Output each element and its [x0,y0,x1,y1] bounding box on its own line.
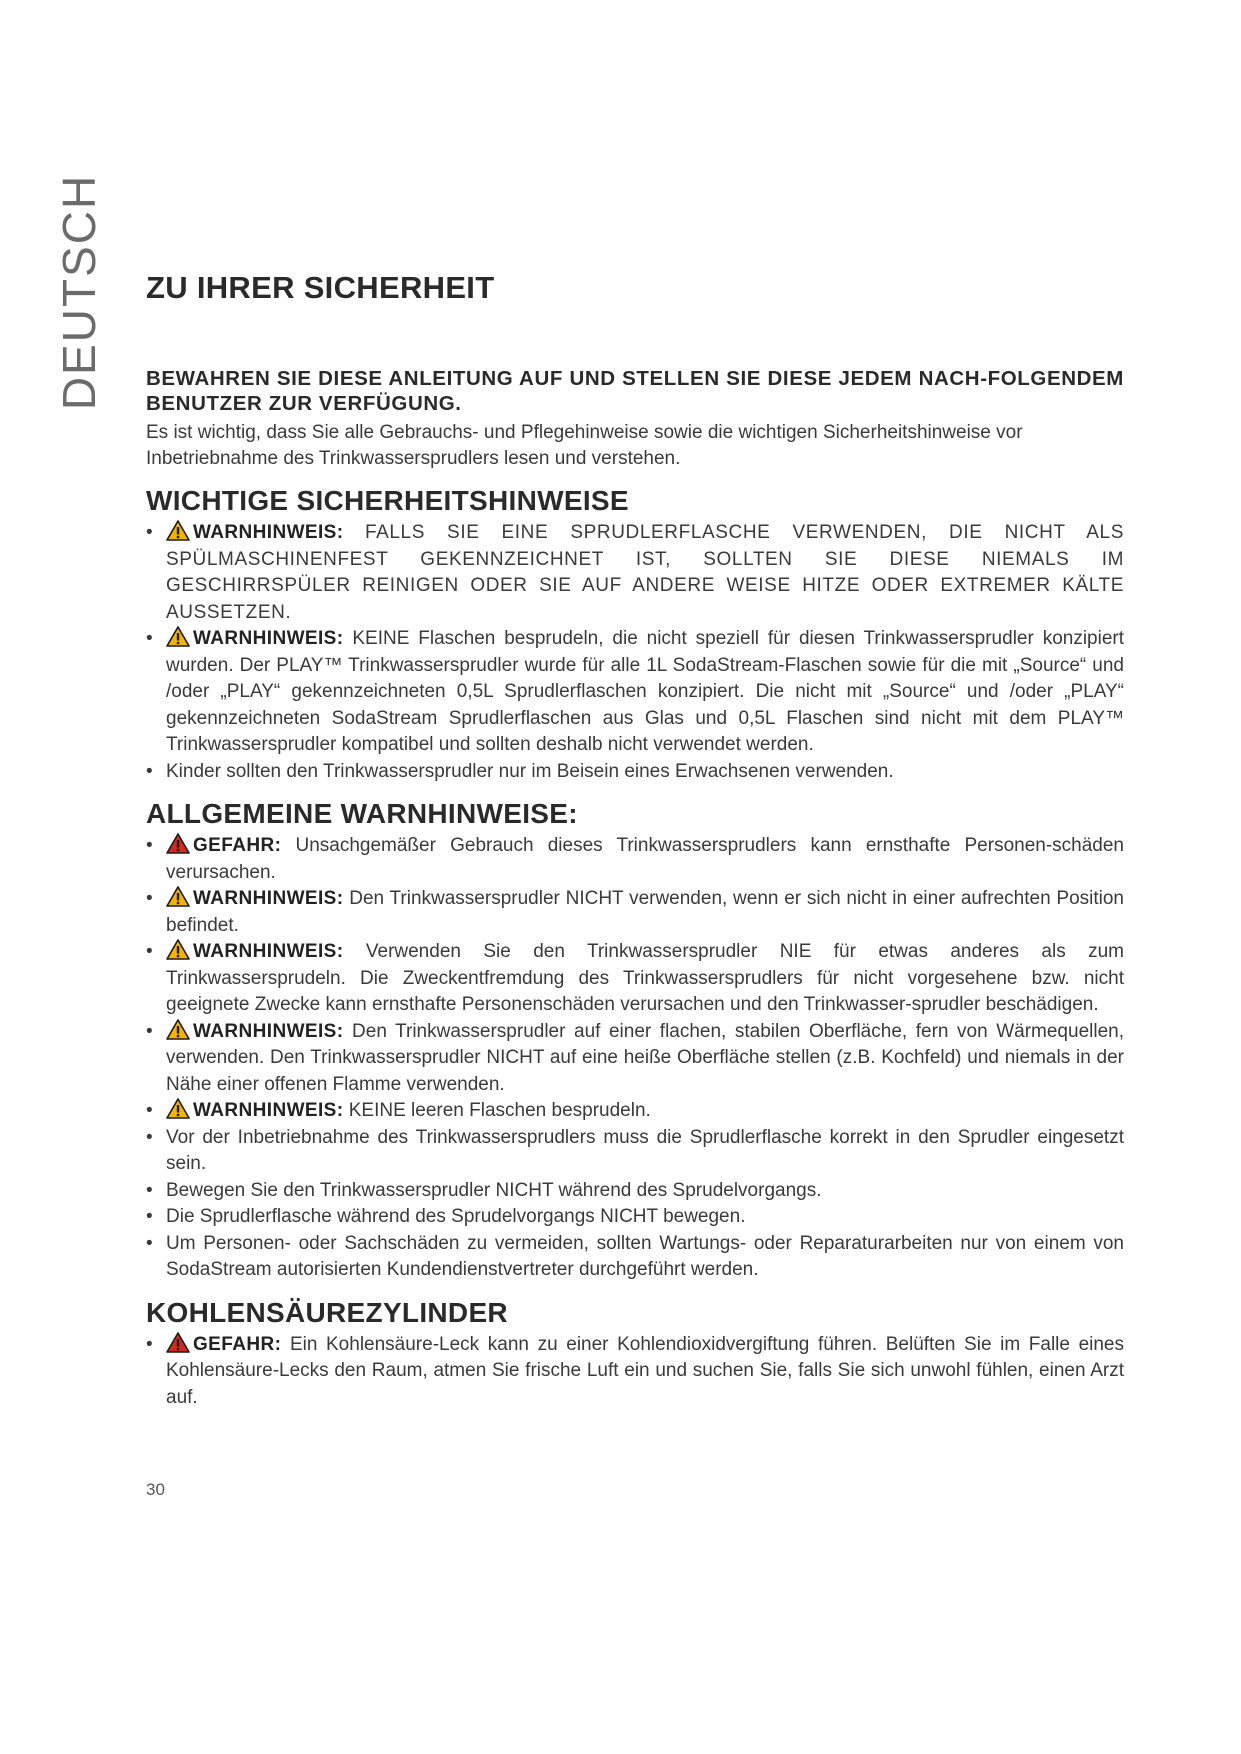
bullet-icon: • [146,1333,153,1355]
sections-container [146,484,1124,1411]
item-text: Den Trinkwassersprudler auf einer flachen, stabilen Oberfläche, fern von Wärmequellen, verwenden. Den Trinkwassersprudler NICHT auf eine heiße Oberfläche stellen (z.B. Kochfeld) und niemals in der Nähe einer offenen Flamme verwenden. [166,1020,1124,1095]
item-text: Die Sprudlerflasche während des Sprudelvorgangs NICHT bewegen. [166,1206,746,1227]
list-item [146,520,1124,626]
item-text: Bewegen Sie den Trinkwassersprudler NICHT während des Sprudelvorgangs. [166,1179,822,1201]
danger-icon [166,1332,190,1353]
warning-icon [166,1098,190,1119]
list-item [146,886,1124,939]
keep-instructions-notice: BEWAHREN SIE DIESE ANLEITUNG AUF UND STELLEN SIE DIESE JEDEM NACH-FOLGENDEM BENUTZER ZUR VERFÜGUNG. [146,367,1124,415]
list-item [146,939,1124,1019]
item-text: Vor der Inbetriebnahme des Trinkwassersprudlers muss die Sprudlerflasche korrekt in den Sprudler eingesetzt sein. [166,1126,1124,1174]
item-label: WARNHINWEIS: [193,888,344,909]
warning-icon [166,626,190,647]
page-title: ZU IHRER SICHERHEIT [146,270,495,305]
bullet-icon: • [146,1179,153,1201]
item-label: WARNHINWEIS: [193,941,344,962]
list-item [146,1125,1124,1178]
item-label: GEFAHR: [193,1333,282,1355]
list-item [146,1332,1124,1412]
section-heading: KOHLENSÄUREZYLINDER [146,1296,508,1328]
list-item [146,1204,1124,1231]
bullet-icon: • [146,835,153,856]
bullet-icon: • [146,522,153,543]
list-item [146,1178,1124,1205]
item-label: WARNHINWEIS: [193,628,344,649]
item-text: Ein Kohlensäure-Leck kann zu einer Kohlendioxidvergiftung führen. Belüften Sie im Falle eines Kohlensäure-Lecks den Raum, atmen Sie frische Luft ein und suchen Sie, falls Sie sich unwohl fühlen, einen Arzt auf. [166,1333,1125,1408]
page-number: 30 [146,1480,165,1499]
list-item [146,1098,1124,1125]
section-list [146,1332,1124,1412]
item-text: FALLS SIE EINE SPRUDLERFLASCHE VERWENDEN, DIE NICHT ALS SPÜLMASCHINENFEST GEKENNZEICHNET IST, SOLLTEN SIE DIESE NIEMALS IM GESCHIRRSPÜLER REINIGEN ODER SIE AUF ANDERE WEISE HITZE ODER EXTREMER KÄLTE AUSSETZEN. [166,522,1124,623]
warning-icon [166,1019,190,1040]
intro-paragraph: Es ist wichtig, dass Sie alle Gebrauchs- und Pflegehinweise sowie die wichtigen Sicherheitshinweise vor Inbetriebnahme des Trinkwassersprudlers lesen und verstehen. [146,422,1023,469]
item-text: Kinder sollten den Trinkwassersprudler nur im Beisein eines Erwachsenen verwenden. [166,760,894,782]
bullet-icon: • [146,1206,153,1227]
item-text: Unsachgemäßer Gebrauch dieses Trinkwassersprudlers kann ernsthafte Personen-schäden verursachen. [166,835,1124,883]
section-list [146,833,1124,1284]
bullet-icon: • [146,760,153,782]
bullet-icon: • [146,941,153,962]
section-list [146,520,1124,785]
bullet-icon: • [146,628,153,649]
section-heading: ALLGEMEINE WARNHINWEISE: [146,798,578,829]
warning-icon [166,939,190,960]
bullet-icon: • [146,1232,153,1254]
list-item [146,833,1124,886]
item-text: Den Trinkwassersprudler NICHT verwenden, wenn er sich nicht in einer aufrechten Position befindet. [166,888,1125,936]
item-label: GEFAHR: [193,835,282,856]
danger-icon [166,833,190,854]
item-text: Verwenden Sie den Trinkwassersprudler NIE für etwas anderes als zum Trinkwassersprudeln. Die Zweckentfremdung des Trinkwassersprudlers für nicht vorgesehene bzw. nicht geeignete Zwecke kann ernsthafte Personenschäden verursachen und den Trinkwasser-sprudler beschädigen. [166,941,1124,1015]
warning-icon [166,886,190,907]
bullet-icon: • [146,1126,153,1148]
bullet-icon: • [146,1020,153,1042]
item-text: Um Personen- oder Sachschäden zu vermeiden, sollten Wartungs- oder Reparaturarbeiten nur von einem von SodaStream autorisierten Kundendienstvertreter durchgeführt werden. [166,1232,1124,1280]
bullet-icon: • [146,888,153,909]
section-heading: WICHTIGE SICHERHEITSHINWEISE [146,485,629,516]
list-item [146,626,1124,759]
language-side-label: DEUTSCH [53,173,105,411]
item-text: KEINE leeren Flaschen besprudeln. [348,1100,651,1121]
item-text: KEINE Flaschen besprudeln, die nicht speziell für diesen Trinkwassersprudler konzipiert wurden. Der PLAY™ Trinkwassersprudler wurde für alle 1L SodaStream-Flaschen sowie für die mit „Source“ und /oder „PLAY“ gekennzeichneten 0,5L Sprudlerflaschen konzipiert. Die nicht mit „Source“ und /oder „PLAY“ gekennzeichneten SodaStream Sprudlerflaschen aus Glas und 0,5L Flaschen sind nicht mit dem PLAY™ Trinkwassersprudler kompatibel und sollten deshalb nicht verwendet werden. [166,628,1125,755]
item-label: WARNHINWEIS: [193,1020,344,1042]
bullet-icon: • [146,1100,153,1121]
item-label: WARNHINWEIS: [193,1100,344,1121]
list-item [146,1019,1124,1099]
item-label: WARNHINWEIS: [193,522,344,543]
list-item [146,759,1124,786]
list-item [146,1231,1124,1284]
warning-icon [166,520,190,541]
document-body [146,270,1124,1411]
